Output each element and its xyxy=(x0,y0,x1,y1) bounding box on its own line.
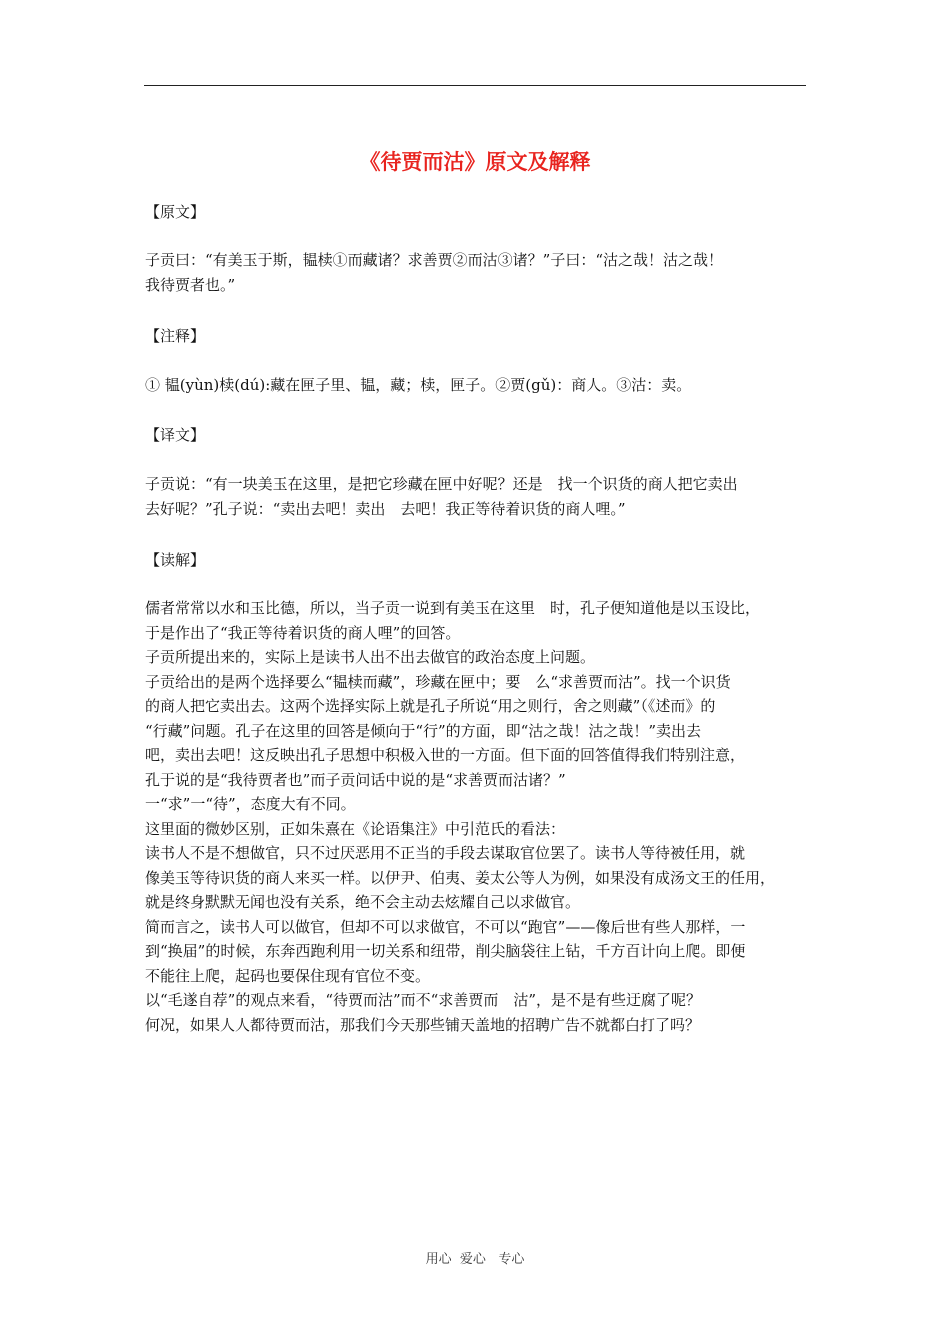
header-rule xyxy=(144,85,806,86)
text-line: 子贡给出的是两个选择要么“韫椟而藏”，珍藏在匣中；要 么“求善贾而沽”。找一个识货 xyxy=(145,672,731,691)
text-line: 以“毛遂自荐”的观点来看，“待贾而沽”而不“求善贾而 沽”，是不是有些迂腐了呢？ xyxy=(145,991,702,1009)
text-line: 于是作出了“我正等待着识货的商人哩”的回答。 xyxy=(145,623,461,642)
text-line: 的商人把它卖出去。这两个选择实际上就是孔子所说“用之则行，舍之则藏”（《述而》的 xyxy=(145,697,716,715)
original-text xyxy=(145,248,810,297)
reading-heading: 【读解】 xyxy=(145,551,206,569)
translation-heading: 【译文】 xyxy=(145,426,206,444)
translation-text xyxy=(145,472,810,521)
notes-heading: 【注释】 xyxy=(145,327,206,345)
text-line: 不能往上爬，起码也要保住现有官位不变。 xyxy=(145,966,431,985)
text-line: 子贡曰：“有美玉于斯，韫椟①而藏诸？求善贾②而沽③诸？”子曰：“沽之哉！沽之哉！ xyxy=(145,251,724,269)
text-line: 吧，卖出去吧！这反映出孔子思想中积极入世的一方面。但下面的回答值得我们特别注意， xyxy=(145,746,746,764)
text-line: 孔于说的是“我待贾者也”而子贡问话中说的是“求善贾而沽诸？” xyxy=(145,770,566,789)
text-line: 到“换届”的时候，东奔西跑利用一切关系和纽带，削尖脑袋往上钻，千方百计向上爬。即便 xyxy=(145,942,746,960)
text-line: 子贡所提出来的，实际上是读书人出不出去做官的政治态度上问题。 xyxy=(145,648,596,666)
text-line: 简而言之，读书人可以做官，但却不可以求做官，不可以“跑官”——像后世有些人那样，一 xyxy=(145,917,746,936)
page-title: 《待贾而沽》原文及解释 xyxy=(359,150,591,174)
text-line: 去好呢？”孔子说：“卖出去吧！卖出 去吧！我正等待着识货的商人哩。” xyxy=(145,499,626,518)
text-line: 子贡说：“有一块美玉在这里，是把它珍藏在匣中好呢？还是 找一个识货的商人把它卖出 xyxy=(145,475,738,493)
text-line: 我待贾者也。” xyxy=(145,275,236,294)
text-line: 就是终身默默无闻也没有关系，绝不会主动去炫耀自己以求做官。 xyxy=(145,893,581,911)
text-line: 何况，如果人人都待贾而沽，那我们今天那些铺天盖地的招聘广告不就都白打了吗？ xyxy=(145,1015,701,1034)
text-line: 这里面的微妙区别，正如朱熹在《论语集注》中引范氏的看法： xyxy=(145,819,566,838)
notes-text: ① 韫(yùn)椟(dú):藏在匣子里、韫，藏；椟，匣子。②贾(gǔ)：商人。③沽：卖。 xyxy=(145,376,692,394)
reading-text xyxy=(145,596,810,1037)
text-line: 一“求”一“待”，态度大有不同。 xyxy=(145,795,356,813)
original-heading: 【原文】 xyxy=(145,203,206,221)
text-line: 读书人不是不想做官，只不过厌恶用不正当的手段去谋取官位罢了。读书人等待被任用，就 xyxy=(145,844,746,862)
text-line: 像美玉等待识货的商人来买一样。以伊尹、伯夷、姜太公等人为例，如果没有成汤文王的任用， xyxy=(145,868,776,887)
text-line: “行藏”问题。孔子在这里的回答是倾向于“行”的方面，即“沽之哉！沽之哉！”卖出去 xyxy=(145,721,702,740)
page-footer: 用心 爱心 专心 xyxy=(425,1252,525,1267)
text-line: 儒者常常以水和玉比德，所以，当子贡一说到有美玉在这里 时，孔子便知道他是以玉设比， xyxy=(145,599,761,617)
